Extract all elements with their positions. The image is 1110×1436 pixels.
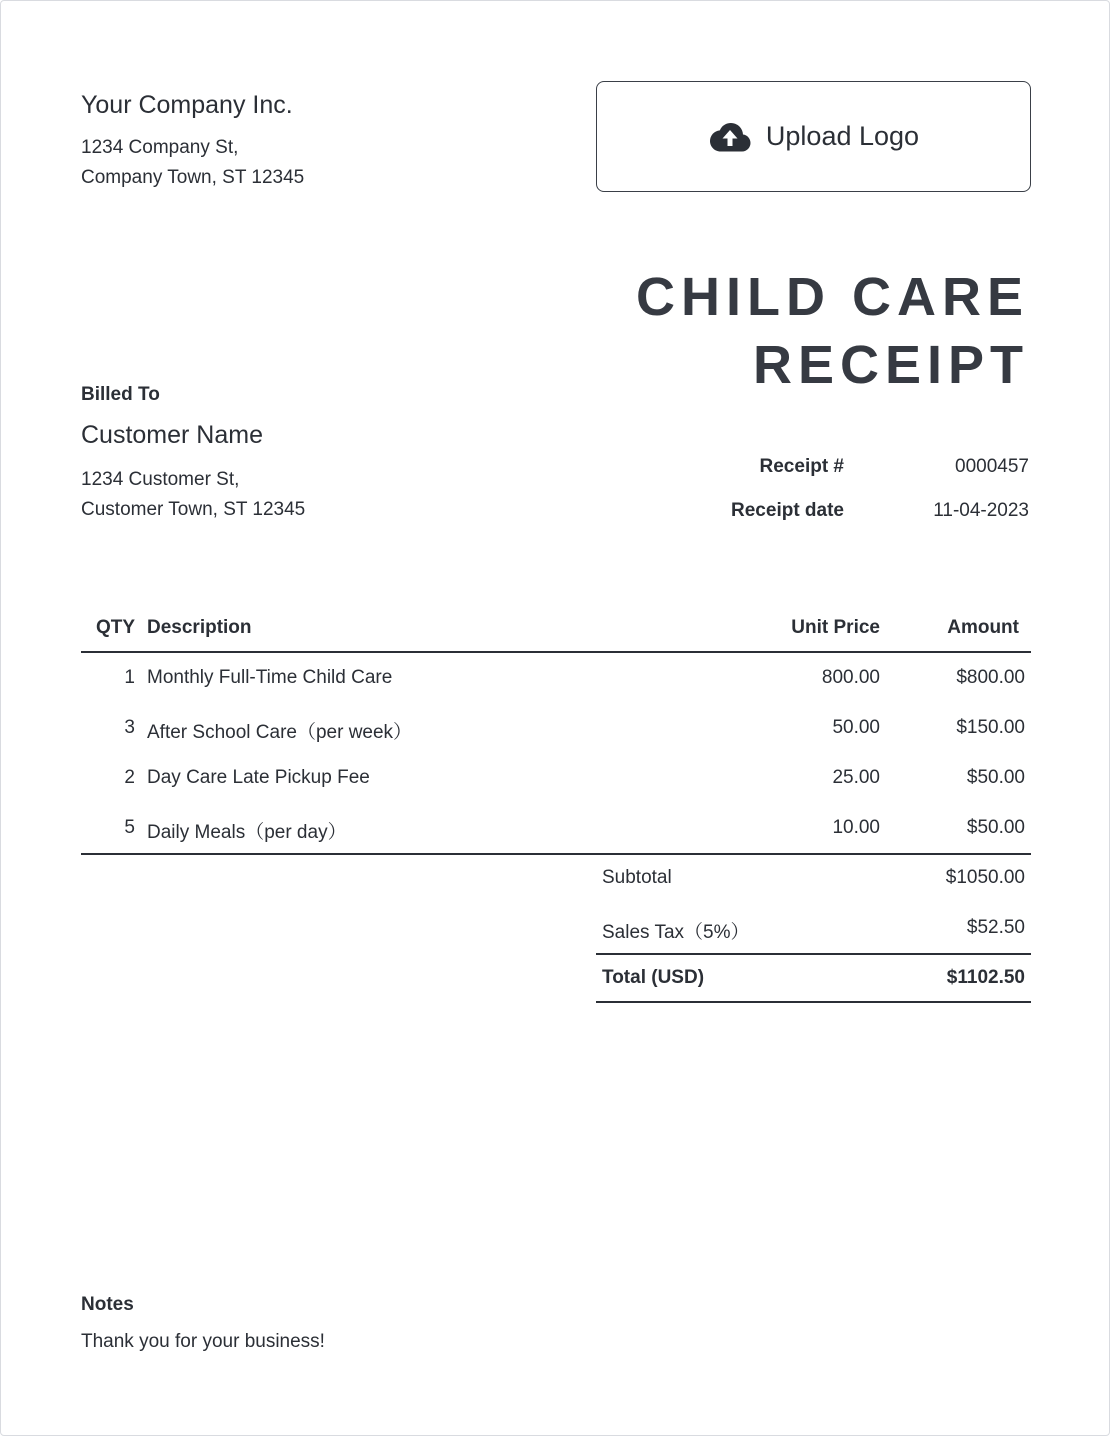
upload-logo-button[interactable]: [596, 81, 1031, 192]
table-row: [81, 803, 1031, 853]
row-description: Day Care Late Pickup Fee: [147, 767, 370, 788]
totals-block: [596, 853, 1031, 1003]
company-name: Your Company Inc.: [81, 91, 293, 119]
customer-name: Customer Name: [81, 421, 263, 449]
row-qty: 2: [124, 767, 135, 788]
table-row: [81, 653, 1031, 703]
notes-label: Notes: [81, 1294, 134, 1315]
subtotal-row: [596, 853, 1031, 903]
line-items-table: [81, 605, 1031, 855]
customer-address: [81, 465, 305, 525]
row-unit-price: 800.00: [821, 667, 880, 688]
receipt-date-label: Receipt date: [731, 500, 844, 521]
company-address-line1: 1234 Company St,: [81, 137, 239, 158]
table-row: [81, 753, 1031, 803]
receipt-number-label: Receipt #: [759, 456, 844, 477]
row-amount: $50.00: [966, 817, 1025, 838]
header-amount: Amount: [947, 617, 1019, 638]
subtotal-label: Subtotal: [602, 867, 672, 888]
total-row: [596, 953, 1031, 1003]
row-unit-price: 25.00: [832, 767, 880, 788]
cloud-upload-icon: [708, 121, 752, 153]
row-description: Daily Meals（per day）: [147, 822, 347, 843]
row-qty: 5: [124, 817, 135, 838]
billed-to-label: Billed To: [81, 384, 160, 405]
upload-logo-label: Upload Logo: [765, 121, 920, 151]
row-qty: 3: [124, 717, 135, 738]
row-qty: 1: [124, 667, 135, 688]
table-body: [81, 653, 1031, 855]
notes-text: Thank you for your business!: [81, 1331, 325, 1352]
total-value: $1102.50: [946, 967, 1025, 988]
header-unit-price: Unit Price: [791, 617, 880, 638]
document-title-line1: CHILD CARE: [636, 267, 1029, 327]
subtotal-value: $1050.00: [945, 867, 1025, 888]
company-address-line2: Company Town, ST 12345: [81, 167, 305, 188]
table-header: [81, 605, 1031, 653]
receipt-number-value: 0000457: [955, 456, 1029, 477]
customer-address-line1: 1234 Customer St,: [81, 469, 240, 490]
table-row: [81, 703, 1031, 753]
receipt-date-value: 11-04-2023: [933, 500, 1029, 521]
document-title-line2: RECEIPT: [752, 335, 1029, 395]
sales-tax-label: Sales Tax（5%）: [602, 922, 750, 943]
row-description: Monthly Full-Time Child Care: [147, 667, 393, 688]
document-title: [509, 263, 1029, 399]
row-amount: $150.00: [956, 717, 1025, 738]
customer-address-line2: Customer Town, ST 12345: [81, 499, 306, 520]
header-description: Description: [147, 617, 252, 638]
row-unit-price: 10.00: [832, 817, 880, 838]
row-amount: $50.00: [966, 767, 1025, 788]
company-address: [81, 133, 304, 193]
row-amount: $800.00: [956, 667, 1025, 688]
total-label: Total (USD): [602, 967, 705, 988]
sales-tax-value: $52.50: [966, 917, 1025, 938]
sales-tax-row: [596, 903, 1031, 953]
header-qty: QTY: [95, 617, 135, 638]
row-unit-price: 50.00: [832, 717, 880, 738]
row-description: After School Care（per week）: [147, 722, 413, 743]
